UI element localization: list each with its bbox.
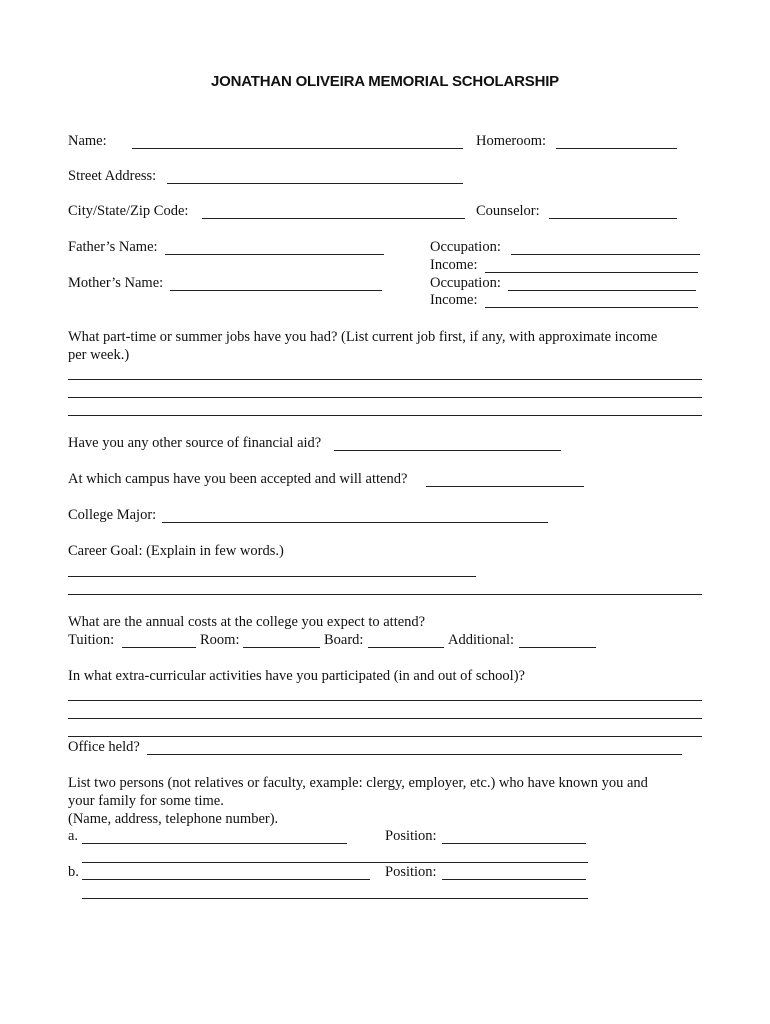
board-label: Board: (324, 632, 364, 648)
street-address-label: Street Address: (68, 168, 157, 184)
counselor-label: Counselor: (476, 203, 540, 219)
reference-a-label: a. (68, 828, 79, 844)
reference-b-extra-line[interactable] (82, 898, 588, 899)
room-label: Room: (200, 632, 240, 648)
activities-label: In what extra-curricular activities have you participated (in and out of school)? (68, 668, 525, 684)
annual-costs-label: What are the annual costs at the college you expect to attend? (68, 614, 426, 630)
jobs-answer-line[interactable] (68, 415, 702, 416)
city-state-zip-label: City/State/Zip Code: (68, 203, 189, 219)
mothers-name-field[interactable] (170, 290, 382, 291)
reference-a-extra-line[interactable] (82, 862, 588, 863)
name-field[interactable] (132, 148, 463, 149)
jobs-question-line1: What part-time or summer jobs have you had? (List current job first, if any, with approximate income (68, 329, 658, 345)
reference-b-position-label: Position: (385, 864, 437, 880)
homeroom-label: Homeroom: (476, 133, 547, 149)
father-income-field[interactable] (485, 272, 698, 273)
father-occupation-field[interactable] (511, 254, 700, 255)
office-held-field[interactable] (147, 754, 682, 755)
activities-answer-line[interactable] (68, 736, 702, 737)
activities-answer-line[interactable] (68, 718, 702, 719)
father-occupation-label: Occupation: (430, 239, 501, 255)
reference-b-position-field[interactable] (442, 879, 586, 880)
career-goal-answer-line[interactable] (68, 594, 702, 595)
office-held-label: Office held? (68, 739, 140, 755)
jobs-answer-line[interactable] (68, 397, 702, 398)
reference-a-field[interactable] (82, 843, 347, 844)
father-income-label: Income: (430, 257, 478, 273)
jobs-question-line2: per week.) (68, 347, 130, 363)
career-goal-answer-line[interactable] (68, 576, 476, 577)
jobs-answer-line[interactable] (68, 379, 702, 380)
reference-a-position-label: Position: (385, 828, 437, 844)
counselor-field[interactable] (549, 218, 677, 219)
mother-occupation-field[interactable] (508, 290, 696, 291)
tuition-label: Tuition: (68, 632, 115, 648)
name-label: Name: (68, 133, 107, 149)
board-field[interactable] (368, 647, 444, 648)
mother-occupation-label: Occupation: (430, 275, 501, 291)
form-title: JONATHAN OLIVEIRA MEMORIAL SCHOLARSHIP (211, 73, 559, 90)
college-major-field[interactable] (162, 522, 548, 523)
homeroom-field[interactable] (556, 148, 677, 149)
references-line1: List two persons (not relatives or faculty, example: clergy, employer, etc.) who have known you and (68, 775, 648, 791)
additional-field[interactable] (519, 647, 596, 648)
mothers-name-label: Mother’s Name: (68, 275, 164, 291)
reference-b-field[interactable] (82, 879, 370, 880)
activities-answer-line[interactable] (68, 700, 702, 701)
financial-aid-label: Have you any other source of financial aid? (68, 435, 322, 451)
reference-b-label: b. (68, 864, 79, 880)
room-field[interactable] (243, 647, 320, 648)
campus-label: At which campus have you been accepted and will attend? (68, 471, 408, 487)
references-line2: your family for some time. (68, 793, 224, 809)
street-address-field[interactable] (167, 183, 463, 184)
reference-a-position-field[interactable] (442, 843, 586, 844)
fathers-name-field[interactable] (165, 254, 384, 255)
city-state-zip-field[interactable] (202, 218, 465, 219)
tuition-field[interactable] (122, 647, 196, 648)
additional-label: Additional: (448, 632, 515, 648)
career-goal-label: Career Goal: (Explain in few words.) (68, 543, 284, 559)
references-line3: (Name, address, telephone number). (68, 811, 279, 827)
mother-income-field[interactable] (485, 307, 698, 308)
fathers-name-label: Father’s Name: (68, 239, 158, 255)
financial-aid-field[interactable] (334, 450, 561, 451)
mother-income-label: Income: (430, 292, 478, 308)
campus-field[interactable] (426, 486, 584, 487)
college-major-label: College Major: (68, 507, 157, 523)
